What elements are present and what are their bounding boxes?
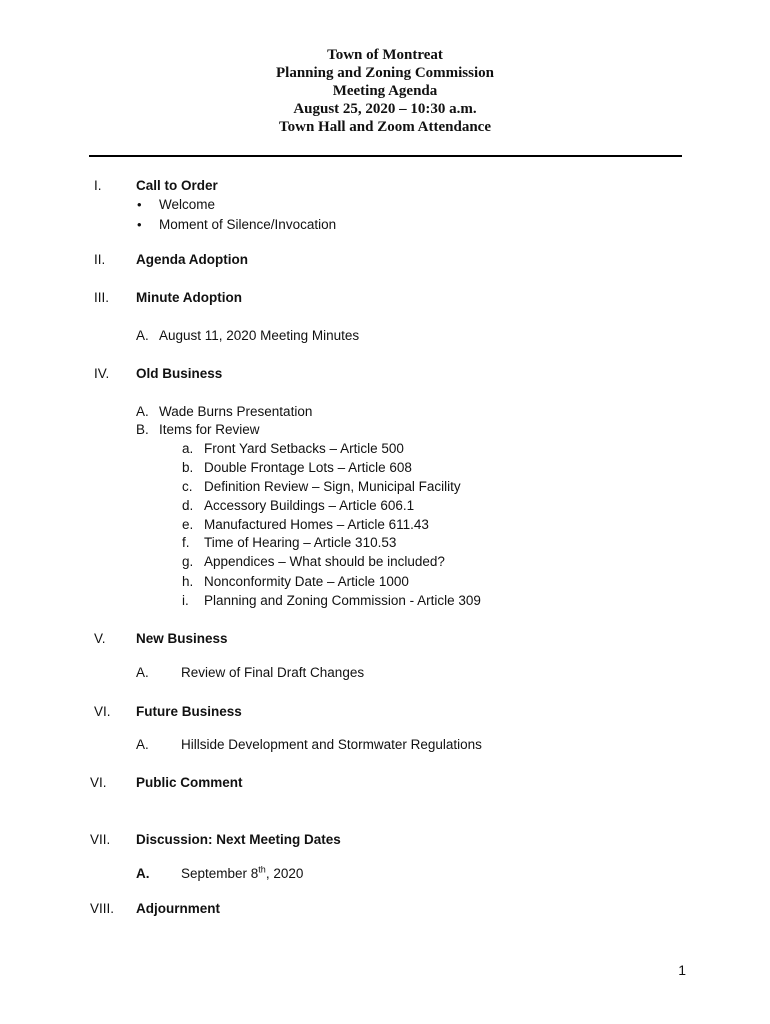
header-town: Town of Montreat [327, 47, 443, 63]
list-item: August 11, 2020 Meeting Minutes [159, 328, 360, 343]
subitem-text: Appendices – What should be included? [204, 554, 445, 569]
header-date-time: August 25, 2020 – 10:30 a.m. [293, 101, 477, 117]
document-header [0, 46, 770, 136]
section-number: I. [94, 178, 102, 193]
meeting-date-day: September 8 [181, 866, 259, 881]
section-title-future-business: Future Business [136, 704, 242, 719]
meeting-date-ordinal: th [258, 864, 266, 875]
list-item: Welcome [159, 197, 216, 212]
section-title-minute-adoption: Minute Adoption [136, 290, 242, 305]
subitem-text: Time of Hearing – Article 310.53 [204, 535, 397, 550]
subitem-marker: d. [182, 498, 194, 513]
list-item: Hillside Development and Stormwater Regulations [181, 737, 482, 752]
header-commission: Planning and Zoning Commission [276, 65, 494, 81]
section-number: V. [94, 631, 106, 646]
section-number: III. [94, 290, 110, 305]
subitem-text: Manufactured Homes – Article 611.43 [204, 517, 429, 532]
section-title-discussion: Discussion: Next Meeting Dates [136, 832, 341, 847]
meeting-date-year: , 2020 [265, 866, 304, 881]
item-marker: A. [136, 737, 149, 752]
bullet-icon: • [137, 197, 142, 212]
bullet-icon: • [137, 217, 142, 232]
header-doc-type: Meeting Agenda [332, 83, 438, 99]
subitem-marker: b. [182, 460, 194, 475]
list-item: Moment of Silence/Invocation [159, 217, 337, 232]
subitem-marker: a. [182, 441, 194, 456]
section-title-adjournment: Adjournment [136, 901, 220, 916]
subitem-marker: c. [182, 479, 193, 494]
section-title-old-business: Old Business [136, 366, 223, 381]
section-number: VII. [90, 832, 111, 847]
page-number: 1 [678, 962, 686, 978]
list-item: Items for Review [159, 422, 260, 437]
item-marker: A. [136, 665, 149, 680]
list-item: Review of Final Draft Changes [181, 665, 365, 680]
header-divider [89, 155, 682, 157]
subitem-marker: i. [182, 593, 189, 608]
section-title-agenda-adoption: Agenda Adoption [136, 252, 248, 267]
subitem-marker: g. [182, 554, 194, 569]
subitem-marker: e. [182, 517, 194, 532]
subitem-text: Definition Review – Sign, Municipal Facility [204, 479, 461, 494]
meeting-date [181, 866, 303, 882]
section-number: VI. [90, 775, 107, 790]
list-item: Wade Burns Presentation [159, 404, 313, 419]
subitem-text: Accessory Buildings – Article 606.1 [204, 498, 415, 513]
subitem-text: Front Yard Setbacks – Article 500 [204, 441, 404, 456]
section-number: IV. [94, 366, 110, 381]
section-number: VIII. [90, 901, 115, 916]
subitem-marker: h. [182, 574, 194, 589]
item-marker: A. [136, 404, 149, 419]
subitem-marker: f. [182, 535, 190, 550]
subitem-text: Double Frontage Lots – Article 608 [204, 460, 412, 475]
section-title-new-business: New Business [136, 631, 228, 646]
section-number: VI. [94, 704, 111, 719]
item-marker: B. [136, 422, 149, 437]
section-title-call-to-order: Call to Order [136, 178, 218, 193]
item-marker: A. [136, 328, 149, 343]
subitem-text: Nonconformity Date – Article 1000 [204, 574, 409, 589]
item-marker: A. [136, 866, 150, 881]
header-location: Town Hall and Zoom Attendance [279, 119, 491, 135]
section-number: II. [94, 252, 106, 267]
subitem-text: Planning and Zoning Commission - Article 309 [204, 593, 481, 608]
section-title-public-comment: Public Comment [136, 775, 243, 790]
